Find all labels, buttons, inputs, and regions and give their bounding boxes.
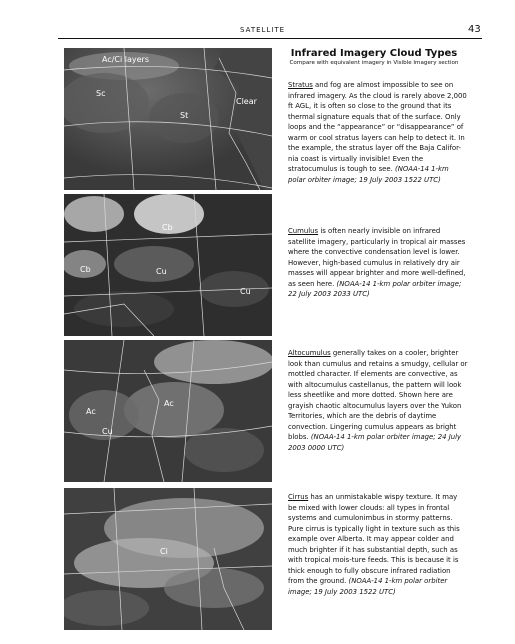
satellite-image-altocumulus [64,340,272,482]
satellite-image-stratus [64,48,272,190]
label-cu-right: Cu [240,287,251,296]
description-cirrus [288,492,468,597]
label-ac-left: Ac [86,407,96,416]
citation-altocumulus: (NOAA-14 1-km polar orbiter image; 24 July 2003 0000 UTC) [288,433,462,452]
label-sc: Sc [96,89,106,98]
label-ci: Ci [160,547,168,556]
label-cu-mid: Cu [156,267,167,276]
body-text-stratus: and fog are almost impossible to see on infrared imagery. As the cloud is rarely above 2,000 ft AGL, it is often so close to the ground that its thermal signature equals that of the surface. Only loops and the “appearance” or “disappearance” of warm or cool stratus layers can help to detect it. In the example, the stratus layer off the Baja Califor-nia coast is virtually invisible! Even the stratocumulus is tough to see. [288,81,467,173]
satellite-image-cumulus [64,194,272,336]
page-subtitle: Compare with equivalent imagery in Visible Imagery section [289,60,459,66]
label-ac-top: Ac [164,399,174,408]
label-clear: Clear [236,97,257,106]
header-rule [58,38,482,39]
body-text-cirrus: has an unmistakable wispy texture. It may be mixed with lower clouds: all types in frontal systems and cumulonimbus in stormy patterns. Pure cirrus is typically light in texture such as this example over Alberta. It may appear colder and much brighter if it has substantial depth, such as with tropical mois-ture feeds. This is because it is thick enough to fully obscure infrared radiation from the ground. [288,493,460,585]
description-cumulus [288,226,468,300]
header-section-label: SATELLITE [240,26,286,34]
page-number: 43 [468,24,481,35]
label-cu: Cu [102,427,113,436]
lead-term-cumulus: Cumulus [288,227,319,235]
citation-cirrus: (NOAA-14 1-km polar orbiter image; 19 July 2003 1522 UTC) [288,577,448,596]
description-altocumulus [288,348,468,453]
page-title: Infrared Imagery Cloud Types [290,48,458,59]
lead-term-cirrus: Cirrus [288,493,309,501]
lead-term-stratus: Stratus [288,81,313,89]
lead-term-altocumulus: Altocumulus [288,349,331,357]
citation-stratus: (NOAA-14 1-km polar orbiter image; 19 July 2003 1522 UTC) [288,165,449,184]
satellite-image-cirrus [64,488,272,630]
body-text-altocumulus: generally takes on a cooler, brighter look than cumulus and retains a smudgy, cellular or mottled character. If elements are convective, as with altocumulus castellanus, the pattern will look less sheetlike and more dotted. Shown here are grayish chaotic altocumulus layers over the Yukon Territories, which are the debris of daytime convection. Lingering cumulus appears as bright blobs. [288,349,468,441]
label-cb-top: Cb [162,223,173,232]
description-stratus [288,80,468,185]
label-cb-left: Cb [80,265,91,274]
label-st: St [180,111,189,120]
citation-cumulus: (NOAA-14 1-km polar orbiter image; 22 July 2003 2033 UTC) [288,279,462,298]
body-text-cumulus: is often nearly invisible on infrared satellite imagery, particularly in tropical air masses where the convective condensation level is lower. However, high-based cumulus in relatively dry air masses will appear brighter and more well-defined, as seen here. [288,227,466,288]
label-ac-ci-layers: Ac/Ci layers [102,55,150,64]
